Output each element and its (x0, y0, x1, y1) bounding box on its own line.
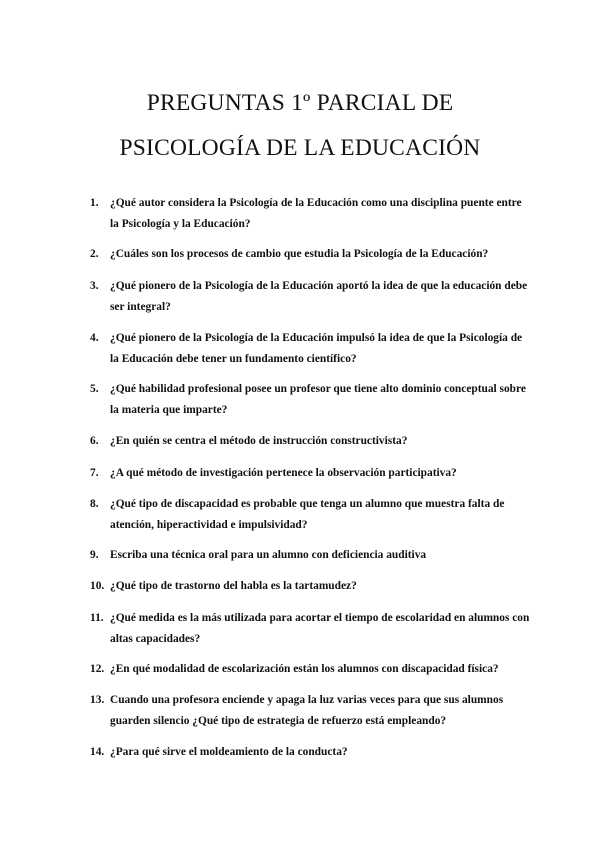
question-item (90, 576, 530, 597)
question-item (90, 193, 530, 235)
question-number: 11. (90, 612, 104, 624)
question-number: 13. (90, 694, 105, 706)
question-item (90, 545, 530, 566)
question-text: ¿En quién se centra el método de instrucción constructivista? (110, 435, 408, 447)
question-number: 4. (90, 332, 99, 344)
question-text: Escriba una técnica oral para un alumno con deficiencia auditiva (110, 549, 427, 561)
question-item (90, 690, 530, 732)
question-text: ¿Qué habilidad profesional posee un profesor que tiene alto dominio conceptual sobre la materia que imparte? (110, 383, 526, 416)
question-item (90, 328, 530, 370)
question-item (90, 608, 530, 650)
question-item (90, 431, 530, 452)
question-item (90, 659, 530, 680)
question-item (90, 742, 530, 763)
question-item (90, 276, 530, 318)
question-number: 8. (90, 498, 99, 510)
question-text: Cuando una profesora enciende y apaga la luz varias veces para que sus alumnos guarden silencio ¿Qué tipo de estrategia de refuerzo está empleando? (110, 694, 504, 727)
question-item (90, 494, 530, 536)
question-number: 2. (90, 248, 99, 260)
question-number: 7. (90, 467, 99, 479)
question-text: ¿Qué pionero de la Psicología de la Educación aportó la idea de que la educación debe ser integral? (110, 280, 528, 313)
question-text: ¿En qué modalidad de escolarización están los alumnos con discapacidad física? (110, 663, 499, 675)
question-item (90, 244, 530, 265)
question-number: 9. (90, 549, 99, 561)
question-number: 3. (90, 280, 99, 292)
question-text: ¿Para qué sirve el moldeamiento de la conducta? (110, 746, 348, 758)
question-number: 12. (90, 663, 105, 675)
question-text: ¿Cuáles son los procesos de cambio que estudia la Psicología de la Educación? (110, 248, 489, 260)
question-text: ¿Qué tipo de discapacidad es probable que tenga un alumno que muestra falta de atención, hiperactividad e impulsividad? (110, 498, 505, 531)
question-item (90, 463, 530, 484)
question-number: 5. (90, 383, 99, 395)
question-number: 10. (90, 580, 105, 592)
question-item (90, 379, 530, 421)
question-number: 6. (90, 435, 99, 447)
question-number: 14. (90, 746, 105, 758)
question-text: ¿Qué medida es la más utilizada para acortar el tiempo de escolaridad en alumnos con altas capacidades? (110, 612, 530, 645)
question-text: ¿Qué tipo de trastorno del habla es la tartamudez? (110, 580, 357, 592)
question-text: ¿Qué autor considera la Psicología de la Educación como una disciplina puente entre la Psicología y la Educación? (110, 197, 522, 230)
document-title-line-2: PSICOLOGÍA DE LA EDUCACIÓN (119, 135, 481, 161)
document-title-line-1: PREGUNTAS 1º PARCIAL DE (146, 90, 454, 116)
question-text: ¿Qué pionero de la Psicología de la Educación impulsó la idea de que la Psicología de la Educación debe tener un fundamento científico? (110, 332, 523, 365)
question-number: 1. (90, 197, 99, 209)
question-text: ¿A qué método de investigación pertenece la observación participativa? (110, 467, 457, 479)
